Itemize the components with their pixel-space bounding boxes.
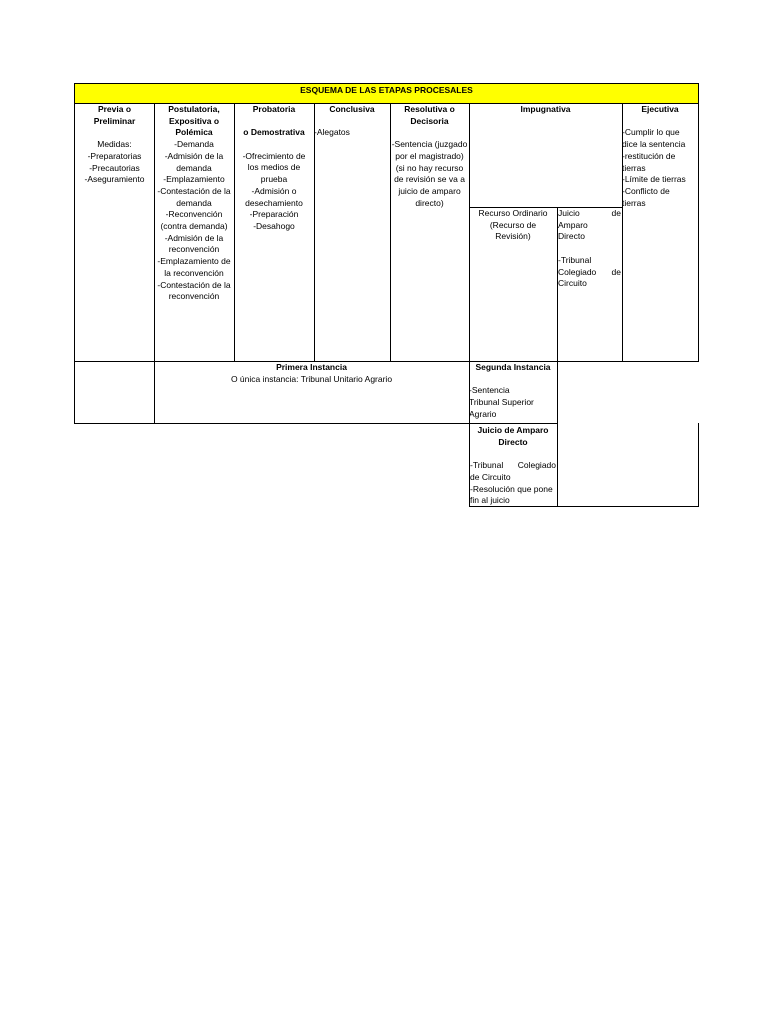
- previa-item: Medidas:: [97, 139, 132, 150]
- postulatoria-item: la reconvención: [164, 267, 224, 278]
- ejecutiva-item: -Cumplir lo que: [622, 127, 680, 138]
- amparo-side-empty-cell: [557, 423, 699, 507]
- probatoria-heading: Probatoria: [252, 104, 296, 114]
- segunda-instancia-heading: Segunda Instancia: [475, 362, 551, 372]
- instancia-empty-cell: [74, 361, 155, 424]
- column-previa: Previa o Preliminar Medidas: -Preparatorias -Precautorias -Aseguramiento: [74, 103, 155, 362]
- probatoria-item: prueba: [260, 174, 288, 185]
- postulatoria-item: -Admisión de la: [164, 232, 224, 243]
- conclusiva-heading: Conclusiva: [329, 104, 375, 114]
- segunda-instancia-item: Agrario: [469, 408, 497, 419]
- table-title: ESQUEMA DE LAS ETAPAS PROCESALES: [74, 83, 699, 104]
- resolutiva-item: por el magistrado): [395, 150, 464, 161]
- ejecutiva-item: tierras: [622, 162, 646, 173]
- probatoria-item: -Preparación: [249, 209, 299, 220]
- postulatoria-item: demanda: [176, 162, 212, 173]
- postulatoria-item: -Emplazamiento de: [157, 256, 231, 267]
- segunda-instancia-item: Tribunal Superior: [469, 397, 534, 408]
- postulatoria-item: -Contestación de la: [157, 185, 231, 196]
- column-ejecutiva: [622, 103, 699, 362]
- primera-instancia-cell: [154, 361, 470, 424]
- postulatoria-item: demanda: [176, 197, 212, 208]
- ejecutiva-item: tierras: [622, 197, 646, 208]
- column-probatoria: Probatoria o Demostrativa -Ofrecimiento de los medios de prueba -Admisión o desechamiento -Preparación -Desahogo: [234, 103, 315, 362]
- conclusiva-item: -Alegatos: [314, 127, 350, 138]
- juicio-amparo-cell: Juicio de Amparo Directo -Tribunal Colegiado de Circuito: [557, 207, 623, 362]
- recurso-ordinario-text: Recurso Ordinario: [478, 208, 548, 218]
- postulatoria-item: reconvención: [168, 291, 220, 302]
- column-conclusiva: [314, 103, 391, 362]
- probatoria-item: -Admisión o: [251, 185, 297, 196]
- ejecutiva-item: -Conflicto de: [622, 185, 670, 196]
- previa-item: -Preparatorias: [87, 150, 142, 161]
- primera-instancia-text: O única instancia: Tribunal Unitario Agrario: [230, 373, 393, 384]
- column-resolutiva: Resolutiva o Decisoria -Sentencia (juzgado por el magistrado) (si no hay recurso de revisión se va a juicio de amparo directo): [390, 103, 470, 362]
- ejecutiva-item: -restitución de: [622, 150, 676, 161]
- amparo-tribunal-text: -Tribunal: [470, 460, 504, 471]
- postulatoria-item: -Reconvención: [165, 209, 223, 220]
- resolutiva-heading: Resolutiva o: [404, 104, 455, 114]
- resolutiva-item: directo): [415, 197, 444, 208]
- postulatoria-item: -Emplazamiento: [163, 174, 225, 185]
- ejecutiva-heading: Ejecutiva: [641, 104, 679, 114]
- amparo-directo-cell: Juicio de Amparo Directo -Tribunal Colegiado de Circuito -Resolución que pone fin al juicio: [470, 425, 556, 506]
- ejecutiva-item: -Límite de tierras: [622, 174, 686, 185]
- resolutiva-item: -Sentencia (juzgado: [391, 139, 468, 150]
- resolutiva-item: (si no hay recurso: [395, 162, 464, 173]
- juicio-text: Juicio: [558, 208, 580, 218]
- probatoria-item: -Ofrecimiento de: [242, 150, 306, 161]
- recurso-ordinario-cell: Recurso Ordinario (Recurso de Revisión): [469, 207, 558, 362]
- probatoria-item: desechamiento: [245, 197, 303, 208]
- postulatoria-heading: Postulatoria,: [168, 104, 220, 114]
- segunda-instancia-cell: [469, 361, 558, 424]
- impugnativa-heading: Impugnativa: [520, 104, 571, 114]
- postulatoria-item: -Demanda: [174, 139, 214, 150]
- probatoria-item: los medios de: [247, 162, 301, 173]
- primera-instancia-heading: Primera Instancia: [276, 362, 347, 372]
- postulatoria-item: (contra demanda): [160, 221, 228, 232]
- segunda-instancia-item: -Sentencia: [469, 385, 510, 396]
- postulatoria-item: -Admisión de la: [164, 150, 224, 161]
- amparo-directo-heading: Juicio de Amparo: [477, 425, 549, 435]
- ejecutiva-item: dice la sentencia: [622, 139, 686, 150]
- previa-item: -Precautorias: [89, 162, 140, 173]
- previa-heading: Previa o: [97, 104, 132, 114]
- postulatoria-item: -Contestación de la: [157, 279, 231, 290]
- probatoria-item: -Desahogo: [253, 221, 295, 231]
- column-impugnativa: [469, 103, 623, 208]
- amparo-resolucion-text: -Resolución que pone: [470, 483, 553, 494]
- resolutiva-item: de revisión se va a: [394, 174, 465, 185]
- postulatoria-item: reconvención: [168, 244, 220, 255]
- resolutiva-item: juicio de amparo: [398, 185, 461, 196]
- column-postulatoria: Postulatoria, Expositiva o Polémica -Demanda -Admisión de la demanda -Emplazamiento -Contestación de la demanda -Reconvención (contra demanda) -Admisión de la reconvención -Emplazamiento de la reconvención -Contestación de la reconvención: [154, 103, 235, 362]
- previa-item: -Aseguramiento: [84, 174, 145, 185]
